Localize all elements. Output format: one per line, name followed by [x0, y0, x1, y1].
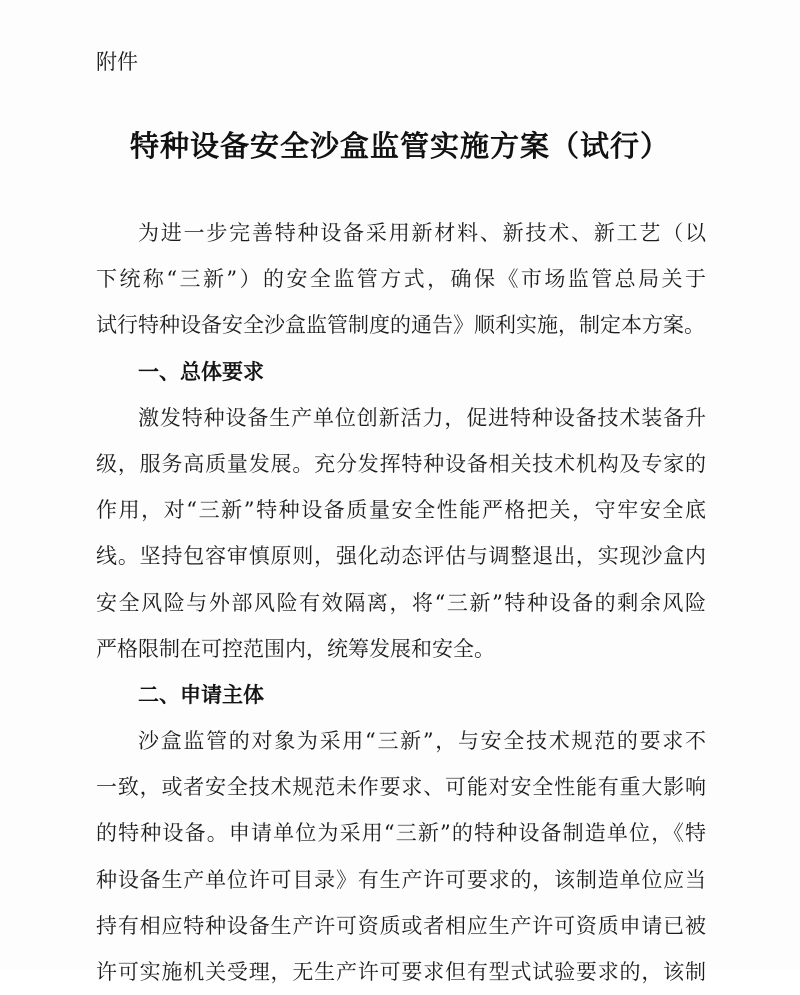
document-title: 特种设备安全沙盒监管实施方案（试行） [129, 129, 670, 163]
paragraph-line: 沙盒监管的对象为采用“三新”，与安全技术规范的要求不 [138, 729, 706, 754]
paragraph-line: 线。坚持包容审慎原则，强化动态评估与调整退出，实现沙盒内 [96, 544, 706, 569]
section-applicant [96, 672, 706, 995]
attachment-label: 附件 [96, 50, 138, 74]
paragraph-line: 严格限制在可控范围内，统筹发展和安全。 [96, 636, 495, 661]
paragraph-line: 为进一步完善特种设备采用新材料、新技术、新工艺（以 [138, 221, 706, 245]
paragraph-line: 下统称“三新”）的安全监管方式，确保《市场监管总局关于 [96, 267, 706, 292]
paragraph-line: 激发特种设备生产单位创新活力，促进特种设备技术装备升 [138, 405, 706, 430]
paragraph-line: 许可实施机关受理，无生产许可要求但有型式试验要求的，该制 [96, 960, 706, 984]
paragraph-line: 一致，或者安全技术规范未作要求、可能对安全性能有重大影响 [96, 775, 706, 800]
section-heading: 二、申请主体 [138, 682, 264, 707]
intro-paragraph [96, 210, 706, 349]
paragraph-line: 作用，对“三新”特种设备质量安全性能严格把关，守牢安全底 [96, 498, 706, 523]
paragraph-line: 的特种设备。申请单位为采用“三新”的特种设备制造单位，《特 [96, 821, 706, 846]
section-general-requirements [96, 349, 706, 672]
paragraph-line: 持有相应特种设备生产许可资质或者相应生产许可资质申请已被 [96, 913, 706, 938]
paragraph-line: 级，服务高质量发展。充分发挥特种设备相关技术机构及专家的 [96, 451, 706, 476]
section-heading: 一、总体要求 [138, 359, 264, 384]
paragraph-line: 试行特种设备安全沙盒监管制度的通告》顺利实施，制定本方案。 [96, 313, 705, 338]
paragraph-line: 安全风险与外部风险有效隔离，将“三新”特种设备的剩余风险 [96, 590, 706, 615]
paragraph-line: 种设备生产单位许可目录》有生产许可要求的，该制造单位应当 [96, 867, 706, 892]
document-body [96, 210, 706, 995]
